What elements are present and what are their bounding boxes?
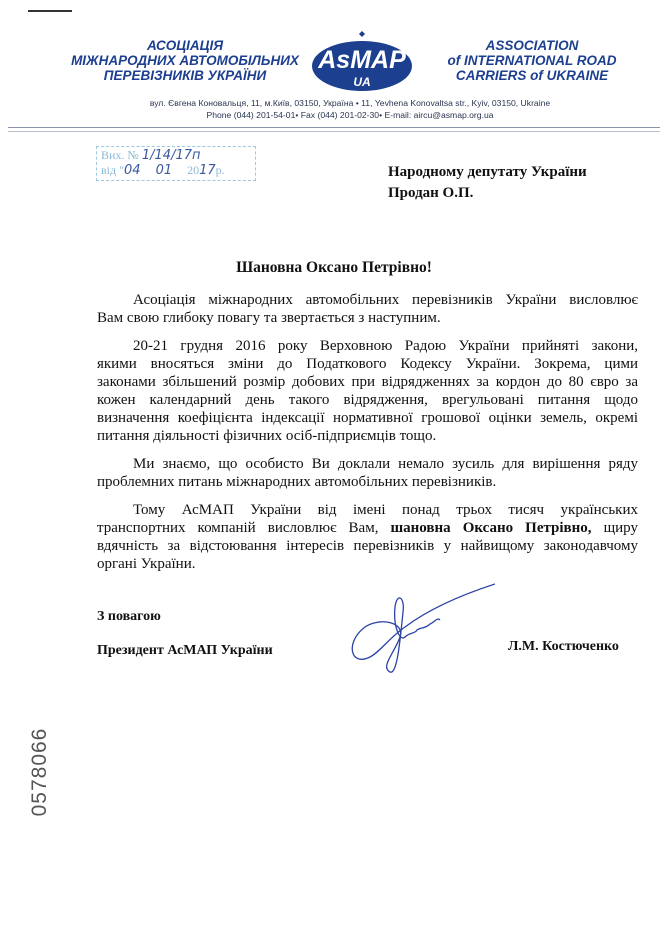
address-block — [60, 97, 640, 121]
line-text: щиру — [591, 520, 638, 536]
org-name-ua — [60, 38, 310, 83]
line-text: Асоціація міжнародних автомобільних перевізників України висловлює — [133, 292, 638, 308]
paragraph-line — [97, 337, 638, 355]
paragraph — [97, 337, 638, 445]
paragraph-line — [97, 473, 638, 491]
paragraph-line — [97, 455, 638, 473]
paragraph-line — [97, 555, 638, 573]
paragraph-line — [97, 519, 638, 537]
stamp-date-label: від " — [101, 163, 125, 177]
registration-number: 0578066 — [28, 727, 51, 817]
org-name-ua-line: ПЕРЕВІЗНИКІВ УКРАЇНИ — [103, 68, 267, 83]
line-text: транспортних компаній висловлює Вам, — [97, 520, 391, 536]
stamp-date-day: 04 — [124, 163, 141, 178]
paragraph-line — [97, 373, 638, 391]
paragraph-line — [97, 427, 638, 445]
closing-regards: З повагою — [97, 609, 161, 624]
paragraph-gap — [97, 445, 638, 455]
handwritten-signature — [345, 582, 495, 677]
stamp-out-number: 1/14/17п — [141, 148, 201, 163]
paragraph — [97, 455, 638, 491]
recipient-block — [388, 162, 587, 204]
stamp-date-year: 17 — [199, 163, 216, 178]
asmap-logo — [311, 30, 413, 92]
line-text: Ми знаємо, що особисто Ви доклали немало зусиль для вирішення ряду — [133, 456, 638, 472]
outgoing-number-stamp — [96, 146, 256, 181]
bold-addressee: шановна Оксано Петрівно, — [390, 520, 592, 536]
paragraph-line — [97, 409, 638, 427]
stamp-year-prefix: 20 — [187, 163, 200, 177]
paragraph-line — [97, 291, 638, 309]
org-name-en — [432, 38, 632, 83]
line-text: законами збільшений розмір добових при відрядженнях за кордон до 80 євро за — [97, 374, 638, 390]
line-text: проблемних питань міжнародних автомобільних перевізників. — [97, 474, 497, 490]
line-text: кожен календарний день такого відрядження, врегульовані питання щодо — [97, 392, 638, 408]
recipient-title: Народному депутату України — [388, 164, 587, 180]
contact-line: Phone (044) 201-54-01• Fax (044) 201-02-30• E-mail: aircu@asmap.org.ua — [206, 110, 494, 120]
line-text: вдячність за відстоювання інтересів перевізників у найвищому законодавчому — [97, 538, 638, 554]
scan-mark — [28, 10, 72, 12]
paragraph-line — [97, 355, 638, 373]
recipient-name: Продан О.П. — [388, 185, 474, 201]
stamp-out-label: Вих. № — [101, 148, 139, 162]
org-name-en-line: CARRIERS of UKRAINE — [455, 68, 609, 83]
org-name-en-line: ASSOCIATION — [485, 38, 579, 53]
salutation: Шановна Оксано Петрівно! — [236, 259, 432, 276]
paragraph — [97, 291, 638, 327]
header-divider — [8, 127, 660, 132]
line-text: органі України. — [97, 556, 196, 572]
stamp-date-month: 01 — [155, 163, 173, 178]
address-line: вул. Євгена Коновальця, 11, м.Київ, 03150, Україна • 11, Yevhena Konovaltsa str., Kyiv, 03150, Ukraine — [149, 98, 551, 108]
paragraph-line — [97, 537, 638, 555]
paragraph-gap — [97, 327, 638, 337]
paragraph-gap — [97, 491, 638, 501]
paragraph-line — [97, 309, 638, 327]
paragraph-line — [97, 501, 638, 519]
paragraph — [97, 501, 638, 573]
org-name-ua-line: АСОЦІАЦІЯ — [146, 38, 224, 53]
line-text: Вам свою глибоку повагу та звертається з наступним. — [97, 310, 441, 326]
stamp-date-suffix: р. — [215, 163, 225, 177]
signer-name: Л.М. Костюченко — [508, 639, 619, 654]
line-text: питання діяльності фізичних осіб-підприємців тощо. — [97, 428, 437, 444]
paragraph-line — [97, 391, 638, 409]
logo-text: AsMAP — [318, 46, 406, 74]
line-text: Тому АсМАП України від імені понад трьох тисяч українських — [133, 502, 638, 518]
signer-position: Президент АсМАП України — [97, 643, 273, 658]
line-text: якими вносяться зміни до Податкового Кодексу України. Зокрема, цими — [97, 356, 638, 372]
org-name-en-line: of INTERNATIONAL ROAD — [447, 53, 617, 68]
org-name-ua-line: МІЖНАРОДНИХ АВТОМОБІЛЬНИХ — [71, 53, 299, 68]
letter-body — [97, 291, 638, 573]
line-text: 20-21 грудня 2016 року Верховною Радою України прийняті закони, — [133, 338, 638, 354]
logo-sub: UA — [353, 75, 371, 89]
line-text: визначення коефіцієнта індексації нормативної грошової оцінки земель, окремі — [97, 410, 638, 426]
